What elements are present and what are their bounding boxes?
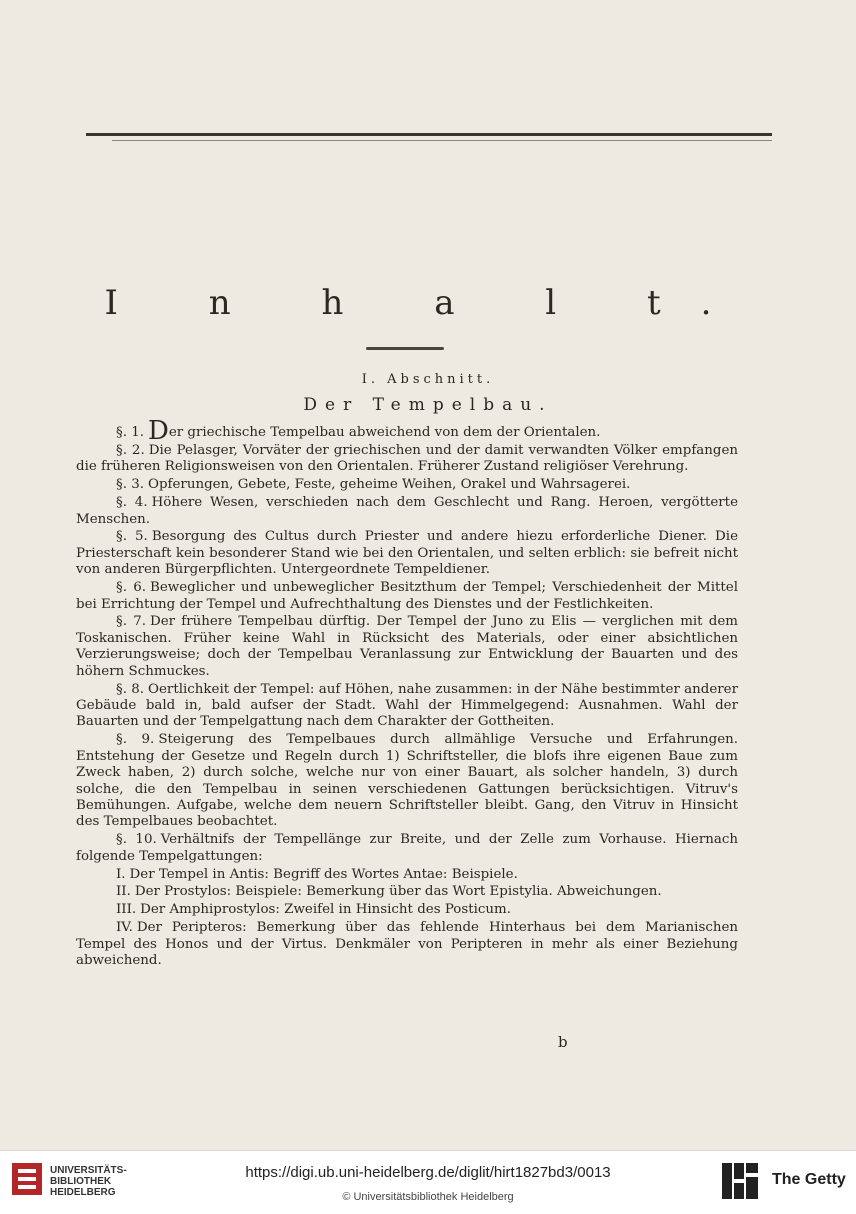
top-rule-thin [112, 140, 772, 141]
top-rule [86, 133, 772, 136]
contents-entry [76, 732, 738, 830]
section-number: I. Abschnitt. [361, 372, 495, 387]
drop-cap: D [147, 416, 169, 446]
permalink-url[interactable]: https://digi.ub.uni-heidelberg.de/diglit/hirt1827bd3/0013 [245, 1164, 611, 1181]
section-mark: I. [116, 866, 126, 882]
contents-entry [76, 614, 738, 680]
section-mark: §. 4. [116, 495, 148, 511]
entry-text: Die Pelasger, Vorväter der griechischen und der damit verwandten Völker empfangen die früheren Religionsweisen von den Orientalen. Früherer Zustand religiöser Verehrung. [76, 442, 739, 475]
section-mark: §. 3. [116, 477, 144, 493]
entry-text: Der Tempel in Antis: Begriff des Wortes Antae: Beispiele. [129, 866, 518, 882]
section-mark: §. 8. [116, 681, 145, 697]
section-title: Der Tempelbau. [303, 395, 553, 415]
contents-entry [76, 580, 738, 613]
page-title: I n h a l t. [104, 283, 752, 323]
contents-entry [76, 884, 738, 900]
entry-text: Der Prostylos: Beispiele: Bemerkung über das Wort Epistylia. Abweichungen. [134, 884, 662, 900]
contents-entry [76, 832, 738, 865]
contents-entry [76, 416, 738, 446]
signature-mark: b [558, 1033, 568, 1051]
contents-entry [76, 529, 738, 578]
entry-text: Verhältnifs der Tempellänge zur Breite, und der Zelle zum Vorhause. Hiernach folgende Tempelgattungen: [76, 832, 738, 864]
entry-text: Beweglicher und unbeweglicher Besitzthum der Tempel; Verschiedenheit der Mittel bei Errichtung der Tempel und Aufrechthaltung des Dienstes und der Festlichkeiten. [76, 580, 738, 612]
contents-list [76, 416, 739, 971]
ornament-divider [366, 347, 444, 350]
contents-entry [76, 443, 738, 476]
entry-text: Opferungen, Gebete, Feste, geheime Weihen, Orakel und Wahrsagerei. [147, 477, 631, 493]
section-mark: §. 6. [116, 580, 146, 596]
contents-entry [76, 495, 738, 528]
entry-text: Der Amphiprostylos: Zweifel in Hinsicht des Posticum. [140, 902, 511, 918]
entry-text: er griechische Tempelbau abweichend von dem der Orientalen. [168, 425, 601, 440]
contents-entry [76, 902, 738, 918]
section-mark: III. [116, 902, 137, 918]
section-mark: §. 2. [116, 442, 145, 458]
section-mark: IV. [116, 920, 133, 936]
section-mark: §. 7. [116, 614, 146, 630]
section-mark: §. 1. [116, 425, 144, 440]
entry-text: Besorgung des Cultus durch Priester und andere hiezu erforderliche Diener. Die Priesterschaft kein besonderer Stand wie bei den Orientalen, und selten erblich: sie befreit nicht von anderen Bürgerpflichten. Untergeordnete Tempeldiener. [76, 529, 739, 578]
section-mark: II. [116, 884, 131, 900]
getty-logo-icon [720, 1161, 760, 1201]
section-mark: §. 5. [116, 529, 148, 545]
entry-text: Höhere Wesen, verschieden nach dem Geschlecht und Rang. Heroen, vergötterte Menschen. [76, 495, 738, 527]
library-line-1: UNIVERSITÄTS- [50, 1165, 127, 1176]
entry-text: Der frühere Tempelbau dürftig. Der Tempel der Juno zu Elis — verglichen mit dem Toskanischen. Früher keine Wahl in Rücksicht des Materials, oder einer absichtlichen Verzierungsweise; doch der Tempelbau Veranlassung zur Entwicklung der Bauarten und des höhern Schmuckes. [76, 614, 738, 679]
contents-entry [76, 477, 738, 493]
library-line-2: BIBLIOTHEK [50, 1176, 112, 1187]
section-mark: §. 10. [116, 832, 157, 848]
entry-text: Der Peripteros: Bemerkung über das fehlende Hinterhaus bei dem Marianischen Tempel des Honos und der Virtus. Denkmäler von Peripteren in mehr als einer Beziehung abweichend. [76, 920, 738, 969]
copyright-notice: © Universitätsbibliothek Heidelberg [342, 1191, 514, 1203]
section-mark: §. 9. [116, 732, 155, 748]
library-line-3: HEIDELBERG [50, 1187, 116, 1198]
getty-label[interactable]: The Getty [772, 1171, 846, 1188]
contents-entry [76, 920, 738, 969]
contents-entry [76, 682, 738, 731]
viewer-footer [0, 1150, 856, 1214]
entry-text: Oertlichkeit der Tempel: auf Höhen, nahe zusammen: in der Nähe bestimmter anderer Gebäude bald in, bald aufser der Stadt. Wahl der Himmelgegend: Ausnahmen. Wahl der Bauarten und der Tempelgattung nach dem Charakter der Gottheiten. [76, 681, 738, 730]
contents-entry [76, 867, 738, 883]
entry-text: Steigerung des Tempelbaues durch allmählige Versuche und Erfahrungen. Entstehung der Gesetze und Regeln durch 1) Schriftsteller, die blofs ihre eigenen Baue zum Zweck haben, 2) durch solche, welche nur von einer Bauart, als solcher handeln, 3) durch solche, die den Tempelbau in seinen verschiedenen Gattungen berücksichtigen. Vitruv's Bemühungen. Aufgabe, welche dem neuern Schriftsteller bleibt. Gang, den Vitruv in Hinsicht des Tempelbaues beobachtet. [76, 732, 738, 830]
